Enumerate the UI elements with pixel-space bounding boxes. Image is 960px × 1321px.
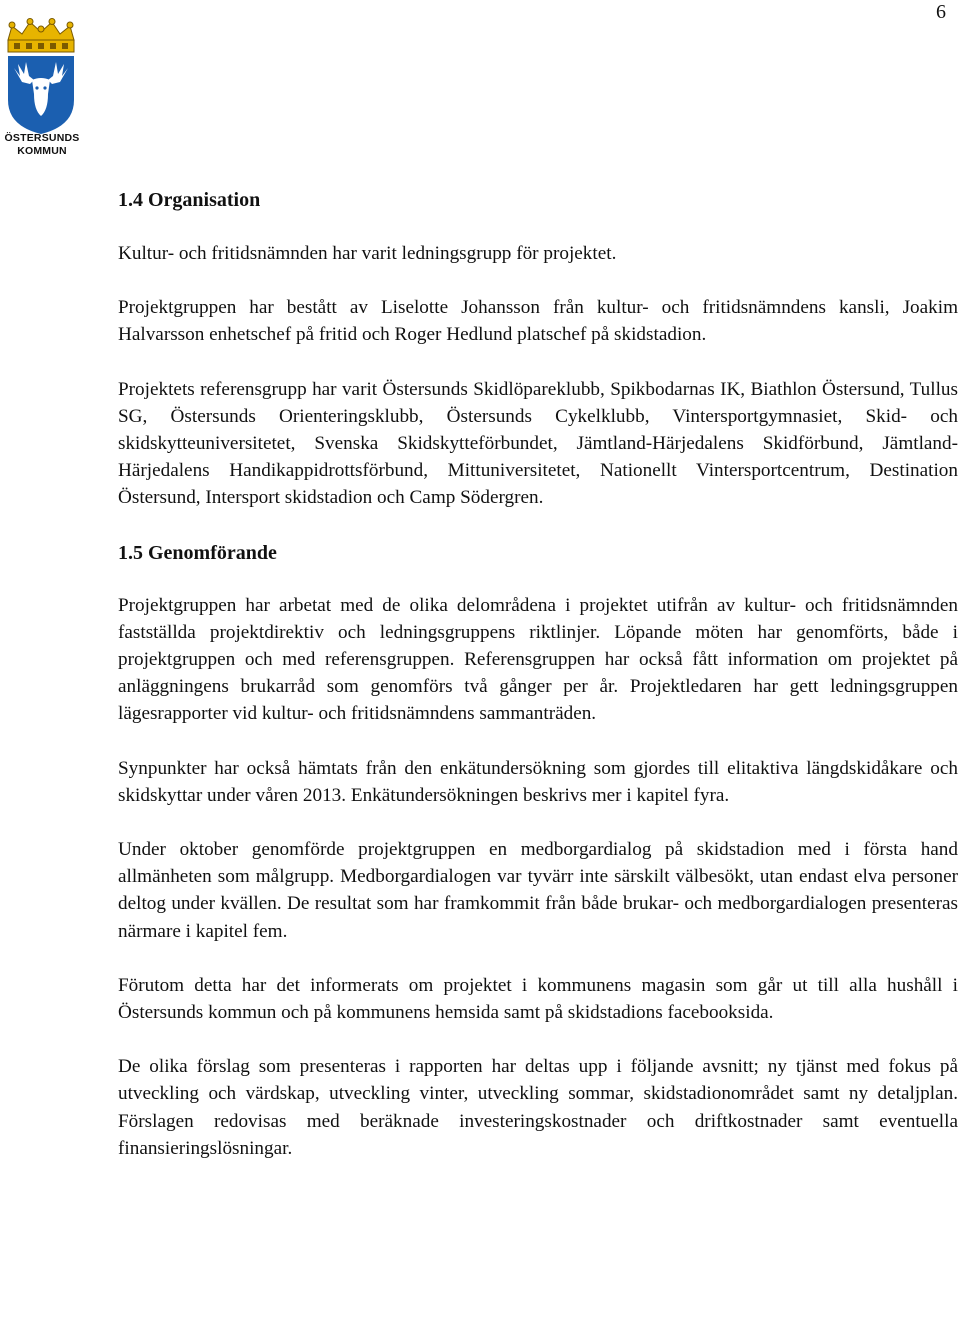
crown-icon bbox=[8, 19, 74, 53]
page-number: 6 bbox=[936, 1, 946, 23]
paragraph: Under oktober genomförde projektgruppen en medborgardialog på skidstadion med i första hand allmänheten som målgrupp. Medborgardialogen var tyvärr inte särskilt välbesökt, utan endast elva personer deltog under kvällen. De resultat som har framkommit från både brukar- och medborgardialogen presenteras närmare i kapitel fem. bbox=[118, 839, 958, 942]
section-organisation bbox=[118, 186, 958, 512]
paragraph: Förutom detta har det informerats om projektet i kommunens magasin som går ut till alla hushåll i Östersunds kommun och på kommunens hemsida samt på skidstadions facebooksida. bbox=[118, 974, 958, 1024]
paragraph: Projektgruppen har bestått av Liselotte Johansson från kultur- och fritidsnämndens kansli, Joakim Halvarsson enhetschef på fritid och Roger Hedlund platschef på skidstadion. bbox=[118, 297, 958, 346]
section-genomforande bbox=[118, 539, 958, 1162]
document-body bbox=[118, 186, 958, 1189]
paragraph: De olika förslag som presenteras i rapporten har deltas upp i följande avsnitt; ny tjänst med fokus på utveckling och värdskap, utveckling vinter, utveckling sommar, skidstadionområdet samt ny detaljplan. Förslagen redovisas med beräknade investeringskostnader och driftkostnader samt eventuella finansieringslösningar. bbox=[118, 1056, 958, 1159]
paragraph: Projektets referensgrupp har varit Östersunds Skidlöpareklubb, Spikbodarnas IK, Biathlon Östersund, Tullus SG, Östersunds Orienteringsklubb, Östersunds Cykelklubb, Vintersportgymnasiet, Skid- och skidskytteuniversitetet, Svenska Skidskytteförbundet, Jämtland-Härjedalens Skidförbund, Jämtland-Härjedalens Handikappidrottsförbund, Mittuniversitetet, Nationellt Vintersportcentrum, Destination Östersund, Intersport skidstadion och Camp Södergren. bbox=[118, 378, 958, 509]
section-heading: 1.4 Organisation bbox=[118, 189, 261, 211]
paragraph: Kultur- och fritidsnämnden har varit ledningsgrupp för projektet. bbox=[118, 243, 617, 264]
logo-text-line2: KOMMUN bbox=[17, 145, 67, 157]
logo-text-line1: ÖSTERSUNDS bbox=[4, 132, 80, 144]
paragraph: Synpunkter har också hämtats från den enkätundersökning som gjordes till elitaktiva längdskidåkare och skidskyttar under våren 2013. Enkätundersökningen beskrivs mer i kapitel fyra. bbox=[118, 757, 958, 806]
paragraph: Projektgruppen har arbetat med de olika delområdena i projektet utifrån av kultur- och fritidsnämnden fastställda projektdirektiv och ledningsgruppens riktlinjer. Löpande möten har genomförts, både i projektgruppen och med referensgruppen. Referensgruppen har också fått information om projektet på anläggningens brukarråd som genomförs två gånger per år. Projektledaren har gett ledningsgruppen lägesrapporter vid kultur- och fritidsnämndens sammanträden. bbox=[118, 594, 958, 725]
section-heading: 1.5 Genomförande bbox=[118, 541, 277, 564]
municipality-logo bbox=[4, 18, 80, 164]
coat-of-arms-icon bbox=[4, 18, 80, 136]
